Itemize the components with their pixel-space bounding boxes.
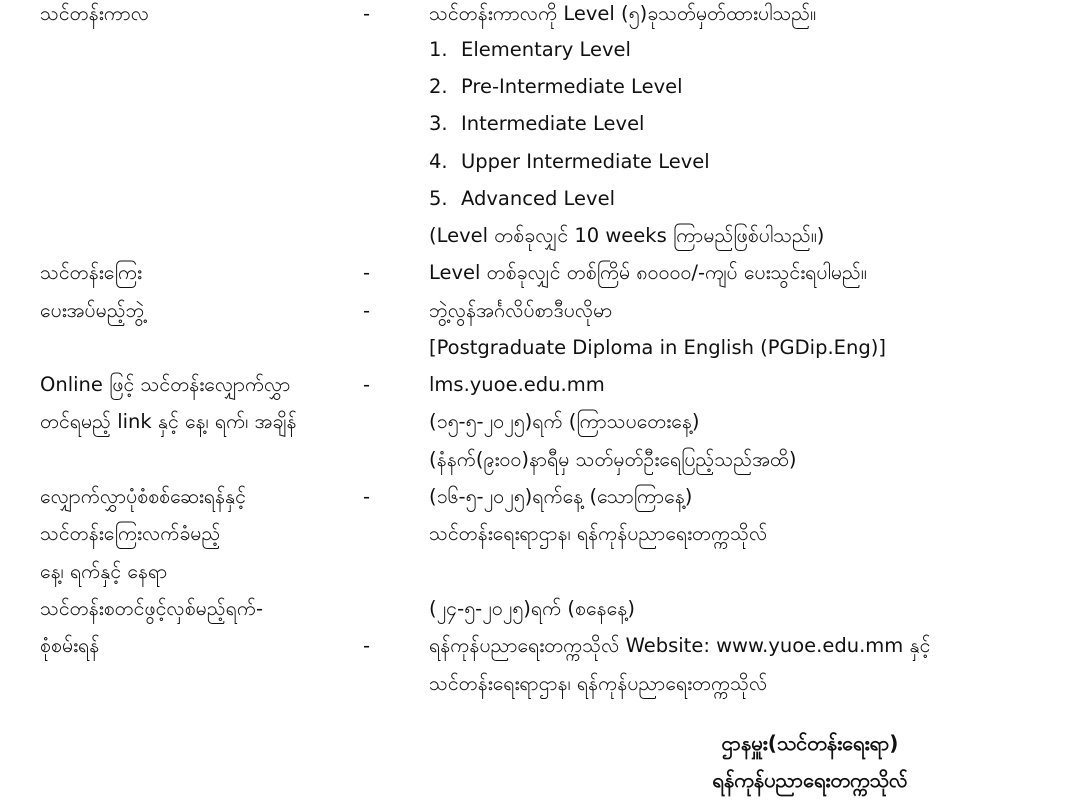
value-degree-mm: ဘွဲ့လွန်အင်္ဂလိပ်စာဒီပလိုမာ [429,299,613,322]
label-form-check-cont: သင်တန်းကြေးလက်ခံမည့် [40,522,221,545]
level-name: Advanced Level [461,187,615,210]
value-form-check-date: (၁၆-၅-၂၀၂၅)ရက်နေ့ (သောကြာနေ့) [429,485,693,508]
application-link[interactable]: lms.yuoe.edu.mm [429,373,605,396]
value-inquiries-website: ရန်ကုန်ပညာရေးတက္ကသိုလ် Website: www.yuoe.edu.mm နှင့် [429,634,931,657]
dash-separator: - [363,485,371,508]
signature-title: ဌာနမှူး(သင်တန်းရေးရာ) [721,731,899,755]
value-form-check-place: သင်တန်းရေးရာဌာန၊ ရန်ကုန်ပညာရေးတက္ကသိုလ် [429,522,768,545]
dash-separator: - [363,2,371,25]
level-name: Elementary Level [461,38,631,61]
label-online-application-cont: တင်ရမည့် link နှင့် နေ့၊ ရက်၊ အချိန် [40,410,297,433]
value-application-time: (နံနက်(၉း၀၀)နာရီမှ သတ်မှတ်ဦးရေပြည့်သည်အထိ) [429,448,797,471]
label-form-check-cont2: နေ့၊ ရက်နှင့် နေရာ [40,560,168,583]
value-course-start: (၂၄-၅-၂၀၂၅)ရက် (စနေနေ့) [429,597,635,620]
label-inquiries: စုံစမ်းရန် [40,634,100,657]
label-course-start: သင်တန်းစတင်ဖွင့်လှစ်မည့်ရက်- [40,597,263,620]
label-course-fee: သင်တန်းကြေး [40,261,142,284]
level-duration-note: (Level တစ်ခုလျှင် 10 weeks ကြာမည်ဖြစ်ပါသည်။) [429,224,825,247]
value-course-duration: သင်တန်းကာလကို Level (၅)ခုသတ်မှတ်ထားပါသည်။ [429,2,817,25]
level-number: 2. [429,75,448,98]
dash-separator: - [363,373,371,396]
level-number: 4. [429,150,448,173]
label-form-check: လျှောက်လွှာပုံစံစစ်ဆေးရန်နှင့် [40,485,246,508]
level-name: Intermediate Level [461,112,645,135]
value-degree-en: [Postgraduate Diploma in English (PGDip.Eng)] [429,336,886,359]
label-online-application: Online ဖြင့် သင်တန်းလျှောက်လွှာ [40,373,291,396]
label-degree: ပေးအပ်မည့်ဘွဲ့ [40,299,145,322]
value-application-date: (၁၅-၅-၂၀၂၅)ရက် (ကြာသပတေးနေ့) [429,410,700,433]
level-number: 3. [429,112,448,135]
label-course-duration: သင်တန်းကာလ [40,2,150,25]
value-inquiries-dept: သင်တန်းရေးရာဌာန၊ ရန်ကုန်ပညာရေးတက္ကသိုလ် [429,672,768,695]
level-number: 1. [429,38,448,61]
level-name: Pre-Intermediate Level [461,75,683,98]
level-number: 5. [429,187,448,210]
value-course-fee: Level တစ်ခုလျှင် တစ်ကြိမ် ၈၀၀၀၀/-ကျပ် ပေးသွင်းရပါမည်။ [429,261,867,284]
dash-separator: - [363,299,371,322]
signature-institution: ရန်ကုန်ပညာရေးတက္ကသိုလ် [712,768,908,792]
dash-separator: - [363,634,371,657]
level-name: Upper Intermediate Level [461,150,710,173]
dash-separator: - [363,261,371,284]
